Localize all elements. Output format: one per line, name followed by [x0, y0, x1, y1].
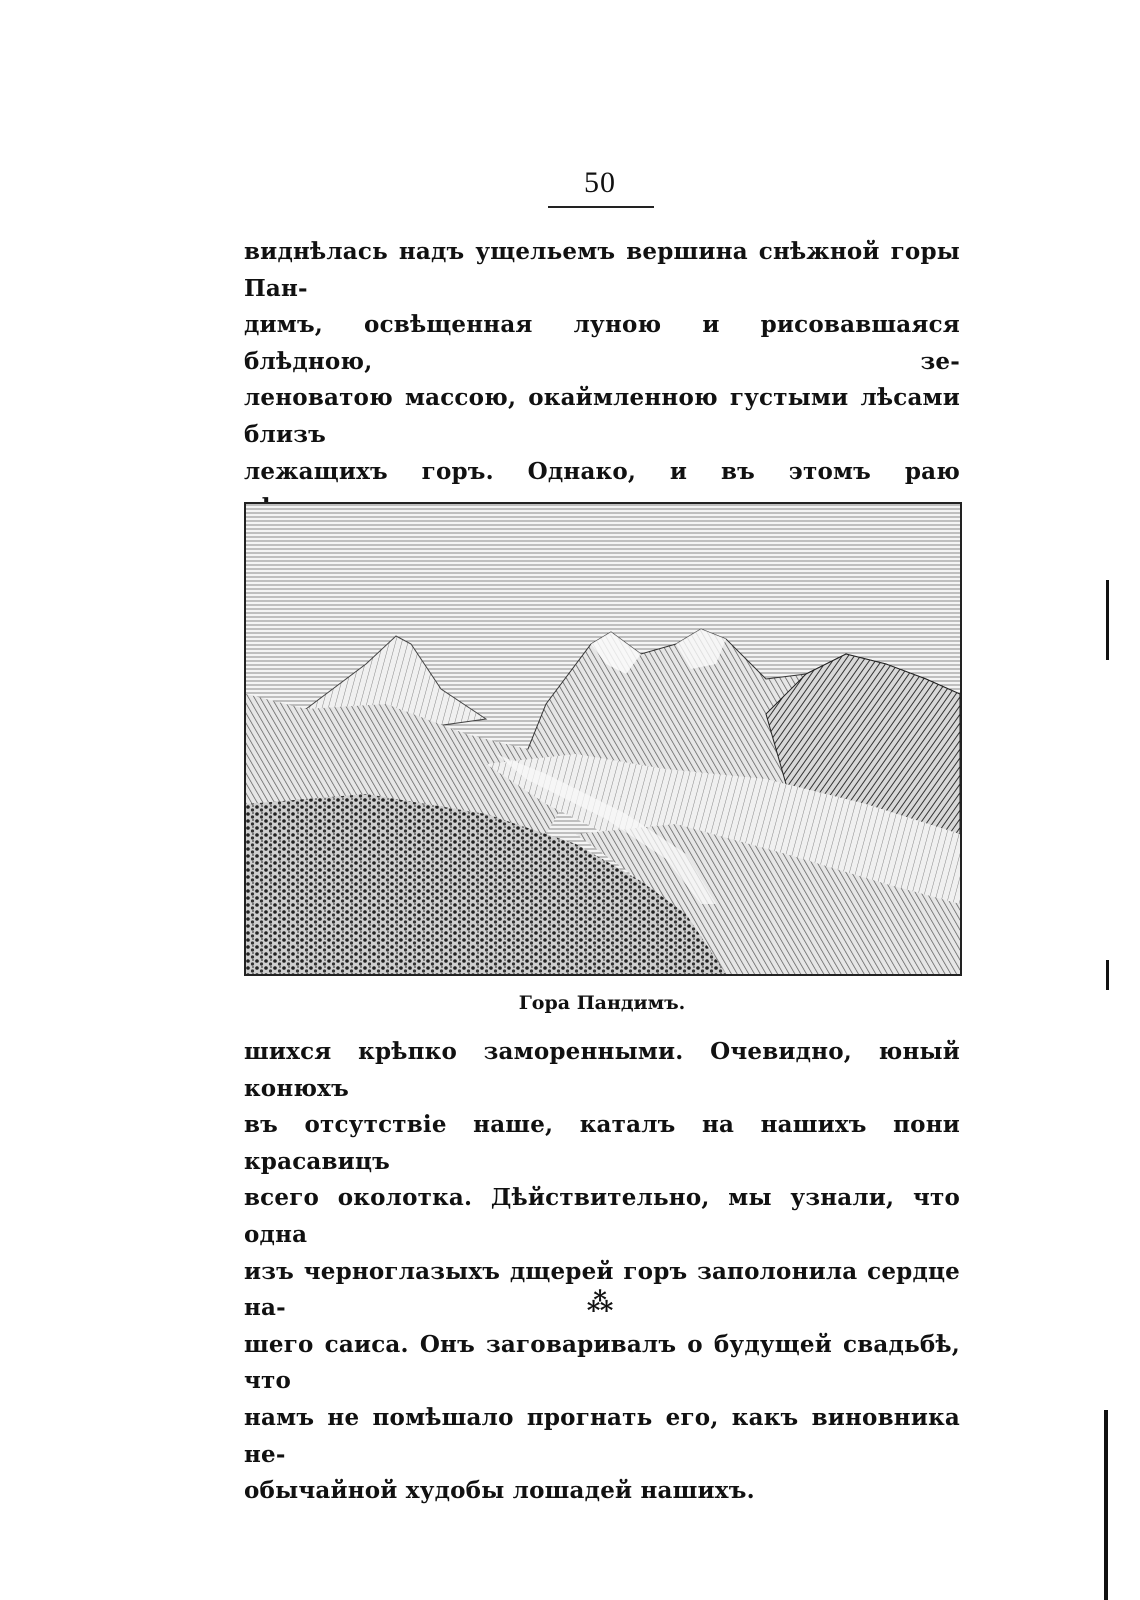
bottom-paragraph	[244, 1034, 960, 1510]
text-line: лежащихъ горъ. Однако, и въ этомъ раю	[244, 457, 960, 485]
mountain-engraving-icon	[246, 504, 960, 974]
text-line: въ отсутствіе наше, каталъ на нашихъ пони красавицъ	[244, 1111, 960, 1175]
text-line: изъ черноглазыхъ дщерей горъ заполонила сердце на-	[244, 1257, 960, 1322]
figure-caption: Гора Пандимъ.	[518, 992, 686, 1014]
scan-edge-mark	[1106, 960, 1109, 990]
text-line: шихся крѣпко заморенными. Очевидно, юный конюхъ	[244, 1038, 960, 1102]
scan-edge-mark	[1104, 1410, 1108, 1600]
text-line: намъ не помѣшало прогнать его, какъ виновника не-	[244, 1403, 960, 1468]
text-line: виднѣлась надъ ущельемъ вершина снѣжной горы Пан-	[244, 238, 960, 302]
text-line: обычайной худобы лошадей нашихъ.	[244, 1477, 755, 1505]
text-line: леноватою массою, окаймленною густыми лѣсами близъ	[244, 384, 960, 448]
text-line: шего саиса. Онъ заговаривалъ о будущей свадьбѣ, что	[244, 1330, 960, 1395]
text-line: всего околотка. Дѣйствительно, мы узнали, что одна	[244, 1184, 960, 1248]
page-number-rule	[548, 206, 654, 208]
text-line: димъ, освѣщенная луною и рисовавшаяся блѣдною, зе-	[244, 311, 960, 375]
scan-edge-mark	[1106, 580, 1109, 660]
section-asterism: ⁂	[586, 1288, 614, 1318]
page-number: 50	[584, 166, 616, 199]
mountain-illustration	[244, 502, 962, 976]
